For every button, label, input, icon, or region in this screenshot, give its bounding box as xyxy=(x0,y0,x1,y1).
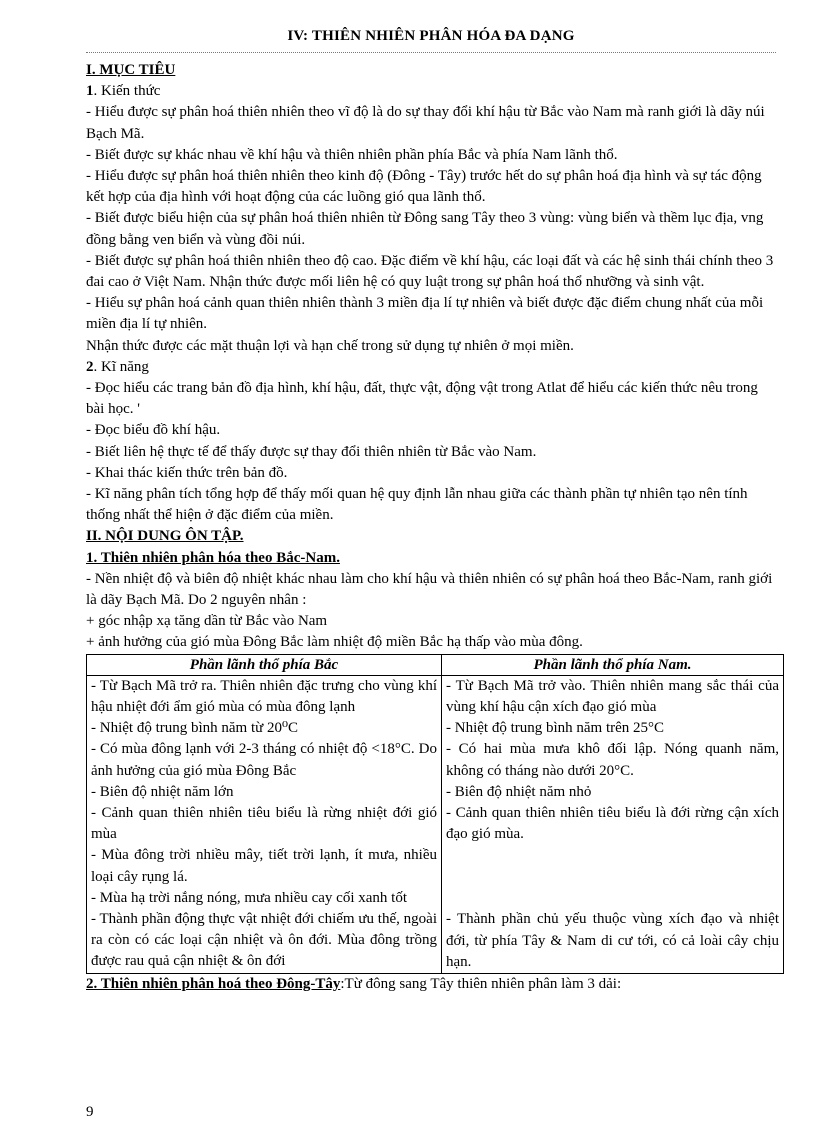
table-row xyxy=(87,675,784,973)
cell-line: - Cảnh quan thiên nhiên tiêu biểu là rừng nhiệt đới gió mùa xyxy=(91,804,437,843)
cell-line: - Từ Bạch Mã trở vào. Thiên nhiên mang sắc thái của vùng khí hậu cận xích đạo gió mùa xyxy=(446,677,779,715)
cell-line: - Mùa đông trời nhiều mây, tiết trời lạnh, ít mưa, nhiều loại cây rụng lá. xyxy=(91,847,437,885)
knowledge-item: - Hiểu được sự phân hoá thiên nhiên theo kinh độ (Đông - Tây) trước hết do sự phân hoá địa hình và sự tác động kết hợp của địa hình với hoạt động của các luồng gió qua lãnh thổ. xyxy=(86,168,762,206)
knowledge-item: - Biết được sự phân hoá thiên nhiên theo độ cao. Đặc điểm về khí hậu, các loại đất và các hệ sinh thái chính theo 3 đai cao ở Việt Nam. Nhận thức được mối liên hệ có quy luật trong sự phân hoá thổ nhưỡng và sinh vật. xyxy=(86,252,774,291)
north-south-comparison-table xyxy=(86,654,784,974)
knowledge-item: - Biết được sự khác nhau về khí hậu và thiên nhiên phần phía Bắc và phía Nam lãnh thổ. xyxy=(86,146,618,163)
skill-item: - Đọc hiểu các trang bản đồ địa hình, khí hậu, đất, thực vật, động vật trong Atlat để hiểu các kiến thức nêu trong bài học. ' xyxy=(86,380,758,418)
cell-line: - Biên độ nhiệt năm lớn xyxy=(91,783,234,800)
knowledge-list xyxy=(86,102,778,356)
part-1-line: + ảnh hưởng của gió mùa Đông Bắc làm nhiệt độ miền Bắc hạ thấp vào mùa đông. xyxy=(86,634,583,651)
part-1-heading: 1. Thiên nhiên phân hóa theo Bắc-Nam. xyxy=(86,549,340,566)
document-body xyxy=(86,60,778,995)
cell-line: - Nhiệt độ trung bình năm trên 25°C xyxy=(446,720,665,737)
subheading-knowledge: 1. Kiến thức xyxy=(86,83,161,100)
cell-line: - Thành phần chủ yếu thuộc vùng xích đạo và nhiệt đới, từ phía Tây & Nam di cư tới, có cả loài cây chịu hạn. xyxy=(446,911,779,970)
cell-line: - Từ Bạch Mã trở ra. Thiên nhiên đặc trưng cho vùng khí hậu nhiệt đới ẩm gió mùa có mùa đông lạnh xyxy=(91,677,437,715)
header-divider xyxy=(86,52,776,53)
header-north: Phần lãnh thổ phía Bắc xyxy=(87,654,442,675)
knowledge-item: Nhận thức được các mặt thuận lợi và hạn chế trong sử dụng tự nhiên ở mọi miền. xyxy=(86,337,574,354)
part-1-line: + góc nhập xạ tăng dần từ Bắc vào Nam xyxy=(86,613,328,630)
header-south: Phần lãnh thổ phía Nam. xyxy=(442,654,784,675)
page-header-title: IV: THIÊN NHIÊN PHÂN HÓA ĐA DẠNG xyxy=(287,28,575,44)
cell-line: - Nhiệt độ trung bình năm từ 20⁰C xyxy=(91,720,299,737)
page-number: 9 xyxy=(86,1104,94,1120)
skill-item: - Biết liên hệ thực tế để thấy được sự thay đổi thiên nhiên từ Bắc vào Nam. xyxy=(86,443,537,460)
section-2-heading: II. NỘI DUNG ÔN TẬP. xyxy=(86,528,244,545)
part-2-line xyxy=(86,974,778,995)
skills-list xyxy=(86,378,778,526)
subheading-skills: 2. Kĩ năng xyxy=(86,358,149,375)
cell-line: - Cảnh quan thiên nhiên tiêu biểu là đới rừng cận xích đạo gió mùa. xyxy=(446,804,779,843)
knowledge-item: - Hiểu được sự phân hoá thiên nhiên theo vĩ độ là do sự thay đổi khí hậu từ Bắc vào Nam mà ranh giới là dãy núi Bạch Mã. xyxy=(86,104,765,142)
knowledge-item: - Hiểu sự phân hoá cảnh quan thiên nhiên thành 3 miền địa lí tự nhiên và biết được đặc điểm chung nhất của mỗi miền địa lí tự nhiên. xyxy=(86,295,764,333)
skill-item: - Đọc biểu đồ khí hậu. xyxy=(86,422,221,439)
cell-line: - Mùa hạ trời nắng nóng, mưa nhiều cay cối xanh tốt xyxy=(91,889,407,906)
section-1-heading: I. MỤC TIÊU xyxy=(86,62,176,78)
north-cell xyxy=(87,675,442,973)
cell-line: - Có mùa đông lạnh với 2-3 tháng có nhiệt độ <18°C. Do ảnh hưởng của gió mùa Đông Bắc xyxy=(91,741,437,779)
cell-line: - Có hai mùa mưa khô đối lập. Nóng quanh năm, không có tháng nào dưới 20°C. xyxy=(446,741,779,779)
part-2-heading: 2. Thiên nhiên phân hoá theo Đông-Tây xyxy=(86,975,341,992)
part-1-line: - Nền nhiệt độ và biên độ nhiệt khác nhau làm cho khí hậu và thiên nhiên có sự phân hoá theo Bắc-Nam, ranh giới là dãy Bạch Mã. Do 2 nguyên nhân : xyxy=(86,570,773,609)
part-2-text: :Từ đông sang Tây thiên nhiên phân làm 3 dải: xyxy=(340,975,622,992)
skill-item: - Kĩ năng phân tích tổng hợp để thấy mối quan hệ quy định lẫn nhau giữa các thành phần tự nhiên tạo nên tính thống nhất thể hiện ở đặc điểm của miền. xyxy=(86,486,748,524)
cell-line: - Biên độ nhiệt năm nhỏ xyxy=(446,783,592,800)
knowledge-item: - Biết được biểu hiện của sự phân hoá thiên nhiên từ Đông sang Tây theo 3 vùng: vùng biển và thềm lục địa, vng đồng bằng ven biển và vùng đồi núi. xyxy=(86,210,764,248)
table-header-row xyxy=(87,654,784,675)
south-cell xyxy=(442,675,784,973)
cell-spacer xyxy=(446,845,779,909)
cell-line: - Thành phần động thực vật nhiệt đới chiếm ưu thế, ngoài ra còn có các loại cận nhiệt và ôn đới. Mùa đông trồng được rau quả cận nhiệt & ôn đới xyxy=(91,910,437,970)
skill-item: - Khai thác kiến thức trên bản đồ. xyxy=(86,464,288,481)
